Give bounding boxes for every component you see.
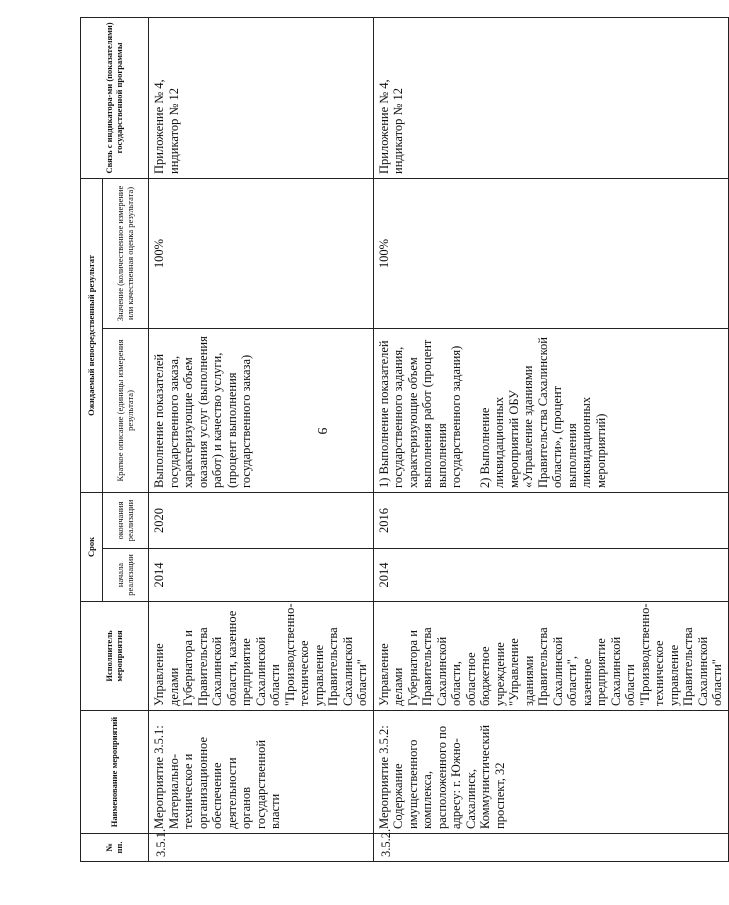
header-result-value: Значение (количественное измерение или качественная оценка результата) <box>103 178 149 328</box>
end-year: 2020 <box>149 492 374 548</box>
header-link: Связь с индикатора-ми (показателями) государственной программы <box>81 17 149 178</box>
header-end: окончания реализации <box>103 492 149 548</box>
row-number: 3.5.2. <box>373 834 728 862</box>
header-start: начала реализации <box>103 549 149 602</box>
table-row <box>373 17 728 861</box>
indicator-link: Приложение № 4, индикатор № 12 <box>149 17 374 178</box>
result-desc-line: (процент выполнения государственного заказа) <box>224 354 253 488</box>
header-name: Наименование мероприятий <box>81 711 149 834</box>
result-description <box>149 328 374 492</box>
header-executor: Исполнитель мероприятия <box>81 602 149 711</box>
executor: Управление делами Губернатора и Правительства Сахалинской области, областное бюджетное учреждение "Управление зданиями Правительства Сахалинской области", казенное предприятие Сахалинской области "Производственно-техническое управление Правительства Сахалинской области" <box>373 602 728 711</box>
table-row <box>149 17 374 861</box>
header-result: Ожидаемый непосредственный результат <box>81 178 103 492</box>
result-desc-line: Выполнение показателей государственного заказа, характеризующие объем оказания услуг (выполнения работ) и качество услуги, <box>152 336 224 488</box>
activity-name: Мероприятие 3.5.2: Содержание имущественного комплекса, расположенного по адресу: г. Южно-Сахалинск, Коммунистический проспект, 32 <box>373 711 728 834</box>
start-year: 2014 <box>373 549 728 602</box>
activities-table <box>80 17 729 862</box>
activity-name: Мероприятие 3.5.1: Материально-техническое и организационное обеспечение деятельности органов государственной власти <box>149 711 374 834</box>
indicator-link: Приложение № 4, индикатор № 12 <box>373 17 728 178</box>
result-description <box>373 328 728 492</box>
document-table-rotated <box>80 18 724 862</box>
result-desc-line: 2) Выполнение ликвидационных мероприятий ОБУ «Управление зданиями Правительства Сахалинской области», (процент выполнения ликвидационных мероприятий) <box>477 337 608 488</box>
start-year: 2014 <box>149 549 374 602</box>
executor: Управление делами Губернатора и Правительства Сахалинской области, казенное предприятие Сахалинской области "Производственно-техническое управление Правительства Сахалинской области" <box>149 602 374 711</box>
end-year: 2016 <box>373 492 728 548</box>
result-value: 100% <box>149 178 374 328</box>
header-num: № пп. <box>81 834 149 862</box>
result-desc-line: 1) Выполнение показателей государственного задания, характеризующие объем выполнения работ (процент выполнения государственного задания) <box>376 339 463 488</box>
header-result-desc: Краткое описание (единицы измерения результата) <box>103 328 149 492</box>
header-row-1 <box>81 17 103 861</box>
row-number: 3.5.1. <box>149 834 374 862</box>
result-value: 100% <box>373 178 728 328</box>
header-period: Срок <box>81 492 103 601</box>
page-number: 9 <box>314 427 329 435</box>
